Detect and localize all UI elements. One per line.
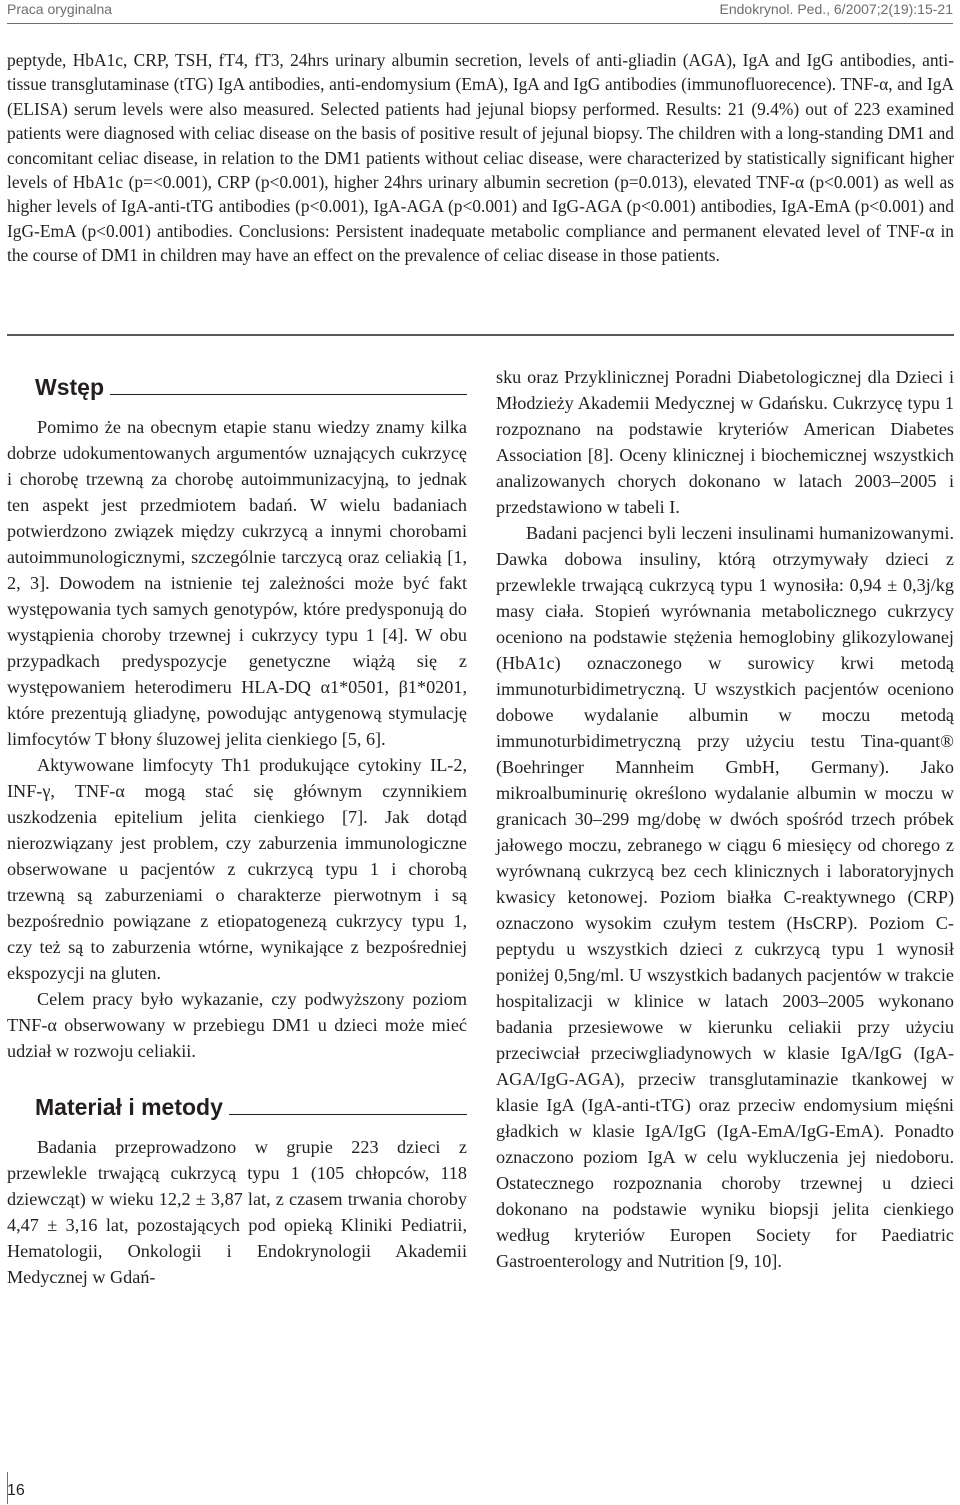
abstract-divider (7, 334, 954, 336)
intro-paragraph-3: Celem pracy było wykazanie, czy podwyższony poziom TNF-α obserwowany w przebiegu DM1 u dzieci może mieć udział w rozwoju celiakii. (7, 989, 467, 1061)
section-heading-intro (35, 364, 467, 400)
section-spacer (7, 1064, 467, 1084)
methods-paragraph-1: Badania przeprowadzono w grupie 223 dzieci z przewlekle trwającą cukrzycą typu 1 (105 chłopców, 118 dziewcząt) w wieku 12,2 ± 3,87 lat, z czasem trwania choroby 4,47 ± 3,16 lat, pozostających pod opieką Kliniki Pediatrii, Hematologii, Onkologii i Endokrynologii Akademii Medycznej w Gdań- (7, 1137, 467, 1287)
page-number: 16 (7, 1482, 25, 1499)
heading-rule (229, 1114, 467, 1115)
header-divider (7, 23, 953, 24)
section-heading-methods-text: Materiał i metody (35, 1094, 223, 1120)
heading-rule (110, 394, 467, 395)
intro-paragraph-2: Aktywowane limfocyty Th1 produkujące cytokiny IL-2, INF-γ, TNF-α mogą stać się głównym czynnikiem uszkodzenia epitelium jelita cienkiego [7]. Jak dotąd nierozwiązany jest problem, czy zaburzenia immunologiczne obserwowane u pacjentów z cukrzycą typu 1 i chorobą trzewną są zaburzeniami o charakterze pierwotnym i są bezpośrednio powiązane z etiopatogenezą cukrzycy typu 1, czy też są to zaburzenia wtórne, wynikające z bezpośredniej ekspozycji na gluten. (7, 755, 467, 983)
left-column (7, 364, 467, 1290)
intro-paragraph-1: Pomimo że na obecnym etapie stanu wiedzy znamy kilka dobrze udokumentowanych argumentów uznających cukrzycę i chorobę trzewną za chorobę autoimmunizacyjną, to jednak ten aspekt jest przedmiotem badań. W wielu badaniach potwierdzono związek między cukrzycą a innymi chorobami autoimmunologicznymi, szczególnie tarczycą oraz celiakią [1, 2, 3]. Dowodem na istnienie tej zależności może być fakt występowania tych samych genotypów, które predysponują do wystąpienia choroby trzewnej i cukrzycy typu 1 [4]. W obu przypadkach predyspozycje genetyczne wiążą się z występowaniem heterodimeru HLA-DQ α1*0501, β1*0201, które prezentują gliadynę, powodując antygenową stymulację limfocytów T błony śluzowej jelita cienkiego [5, 6]. (7, 417, 467, 749)
methods-paragraph-2: sku oraz Przyklinicznej Poradni Diabetologicznej dla Dzieci i Młodzieży Akademii Medycznej w Gdańsku. Cukrzycę typu 1 rozpoznano na podstawie kryteriów American Diabetes Association [8]. Oceny klinicznej i biochemicznej wszystkich analizowanych chorych dokonano w latach 2003–2005 i przedstawiono w tabeli I. (496, 367, 954, 517)
running-header (0, 0, 960, 22)
section-heading-intro-text: Wstęp (35, 374, 104, 400)
article-type-label: Praca oryginalna (7, 1, 113, 17)
methods-paragraph-3: Badani pacjenci byli leczeni insulinami humanizowanymi. Dawka dobowa insuliny, którą otrzymywały dzieci z przewlekle trwającą cukrzycą typu 1 wynosiła: 0,94 ± 0,3j/kg masy ciała. Stopień wyrównania metabolicznego cukrzycy oceniono na podstawie stężenia hemoglobiny glikozylowanej (HbA1c) oznaczonego w surowicy krwi metodą immunoturbidimetryczną. U wszystkich pacjentów oceniono dobowe wydalanie albumin w moczu metodą immunoturbidimetryczną przy użyciu testu Tina-quant® (Boehringer Mannheim GmbH, Germany). Jako mikroalbuminurię określono wydalanie albumin w moczu w granicach 30–299 mg/dobę w dwóch spośród trzech próbek jałowego moczu, zebranego w ciągu 6 miesięcy od chorego z wyrównaną cukrzycą bez cech klinicznych i laboratoryjnych kwasicy ketonowej. Poziom białka C-reaktywnego (CRP) oznaczono wysokim czułym testem (HsCRP). Poziom C-peptydu u wszystkich dzieci z cukrzycą typu 1 wynosił poniżej 0,5ng/ml. U wszystkich badanych pacjentów w trakcie hospitalizacji w klinice w latach 2003–2005 wykonano badania przesiewowe w kierunku celiakii przy użyciu przeciwciał przeciwgliadynowych w klasie IgA/IgG (IgA-AGA/IgG-AGA), przeciw transglutaminazie tkankowej w klasie IgA (IgA-anti-tTG) oraz przeciw endomysium mięśni gładkich w klasie IgA/IgG (IgA-EmA/IgG-EmA). Ponadto oznaczono poziom IgA w celu wykluczenia jej niedoboru. Ostatecznego rozpoznania choroby trzewnej u dzieci dokonano na podstawie wyniku biopsji jelita cienkiego według kryteriów Europen Society for Paediatric Gastroenterology and Nutrition [9, 10]. (496, 523, 954, 1271)
section-heading-methods (35, 1084, 467, 1120)
right-column (496, 364, 954, 1274)
abstract-text: peptyde, HbA1c, CRP, TSH, fT4, fT3, 24hrs urinary albumin secretion, levels of anti-gliadin (AGA), IgA and IgG antibodies, anti-tissue transglutaminase (tTG) IgA antibodies, anti-endomysium (EmA), IgA and IgG antibodies (immunofluorecence). TNF-α, and IgA (ELISA) serum levels were also measured. Selected patients had jejunal biopsy performed. Results: 21 (9.4%) out of 223 examined patients were diagnosed with celiac disease on the basis of positive result of jejunal biopsy. The children with a long-standing DM1 and concomitant celiac disease, in relation to the DM1 patients without celiac disease, were characterized by statistically significant higher levels of HbA1c (p=<0.001), CRP (p<0.001), higher 24hrs urinary albumin secretion (p=0.013), elevated TNF-α (p<0.001) as well as higher levels of IgA-anti-tTG antibodies (p<0.001), IgA-AGA (p<0.001) and IgG-AGA (p<0.001) antibodies, IgA-EmA (p<0.001) and IgG-EmA (p<0.001) antibodies. Conclusions: Persistent inadequate metabolic compliance and permanent elevated level of TNF-α in the course of DM1 in children may have an effect on the prevalence of celiac disease in those patients. (7, 50, 954, 266)
journal-citation: Endokrynol. Ped., 6/2007;2(19):15-21 (719, 1, 953, 17)
